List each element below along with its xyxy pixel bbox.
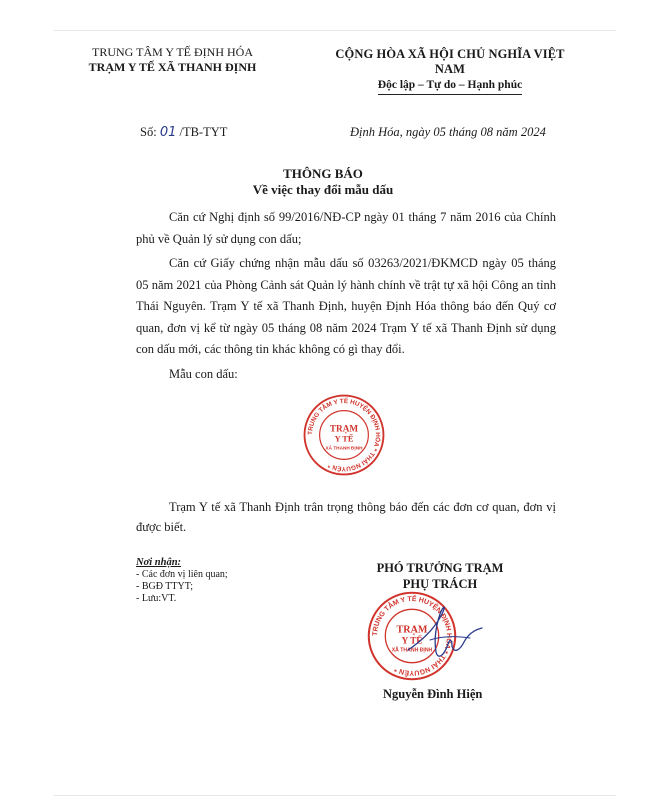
- parent-organization: TRUNG TÂM Y TẾ ĐỊNH HÓA: [92, 45, 253, 59]
- document-title: [0, 166, 646, 198]
- national-header: [320, 47, 580, 95]
- recipient-item: - Lưu:VT.: [136, 593, 177, 604]
- nation-name: CỘNG HÒA XÃ HỘI CHỦ NGHĨA VIỆT NAM: [335, 47, 565, 76]
- recipient-item: - BGĐ TTYT;: [136, 581, 194, 592]
- signatory-position-line1: PHÓ TRƯỞNG TRẠM: [376, 561, 504, 575]
- seal-center-line3: XÃ THANH ĐỊNH: [325, 445, 363, 451]
- seal-center-line2: Y TẾ: [334, 434, 354, 444]
- issuing-organization: [75, 45, 270, 75]
- closing-statement: Trạm Y tế xã Thanh Định trân trọng thông báo đến các đơn cơ quan, đơn vị được biết.: [136, 500, 556, 534]
- seal-sample-icon: [302, 393, 386, 477]
- document-number-prefix: Số:: [140, 125, 157, 139]
- seal-center-line1: TRẠM: [329, 423, 359, 434]
- document-number-suffix: /TB-TYT: [179, 125, 228, 139]
- recipients-block: [136, 557, 228, 605]
- national-motto: Độc lập – Tự do – Hạnh phúc: [378, 78, 522, 95]
- document-date: Định Hóa, ngày 05 tháng 08 năm 2024: [350, 125, 546, 139]
- signatory-position-line2: PHỤ TRÁCH: [402, 577, 478, 591]
- body-paragraph-1: Căn cứ Nghị định số 99/2016/NĐ-CP ngày 01 tháng 7 năm 2016 của Chính phủ về Quản lý sử dụng con dấu;: [136, 210, 556, 246]
- seal-center-line1: TRẠM: [396, 624, 428, 636]
- body-paragraph-3: Mẫu con dấu:: [169, 366, 238, 381]
- signer-name: Nguyễn Đình Hiện: [383, 687, 483, 701]
- organization-name: TRẠM Y TẾ XÃ THANH ĐỊNH: [88, 60, 257, 74]
- seal-ring-text: TRUNG TÂM Y TẾ HUYỆN ĐỊNH HÓA * THÁI NGUYÊN *: [307, 398, 381, 472]
- document-body: [136, 207, 556, 388]
- handwritten-signature-icon: [390, 600, 490, 670]
- document-number: [140, 125, 227, 140]
- seal-ring-text: TRUNG TÂM Y TẾ HUYỆN ĐỊNH HÓA * THÁI NGUYÊN *: [371, 595, 452, 676]
- seal-center-line3: XÃ THANH ĐỊNH: [391, 647, 433, 654]
- recipient-item: - Các đơn vị liên quan;: [136, 569, 228, 580]
- body-paragraph-2: Căn cứ Giấy chứng nhận mẫu dấu số 03263/2021/ĐKMCD ngày 05 tháng 05 năm 2021 của Phòng Cảnh sát Quản lý hành chính về trật tự xã hội Công an tỉnh Thái Nguyên. Trạm Y tế xã Thanh Định, huyện Định Hóa thông báo đến Quý cơ quan, đơn vị kể từ ngày 05 tháng 08 năm 2024 Trạm Y tế xã Thanh Định sử dụng con dấu mới, các thông tin khác không có gì thay đổi.: [136, 256, 556, 356]
- seal-center-line2: Y TẾ: [401, 635, 423, 646]
- title-main: THÔNG BÁO: [283, 166, 363, 181]
- title-subject: Về việc thay đổi mẫu dấu: [252, 182, 394, 197]
- recipients-title: Nơi nhận:: [136, 557, 182, 568]
- signatory-position: [360, 560, 520, 592]
- document-number-handwritten: 01: [159, 125, 177, 140]
